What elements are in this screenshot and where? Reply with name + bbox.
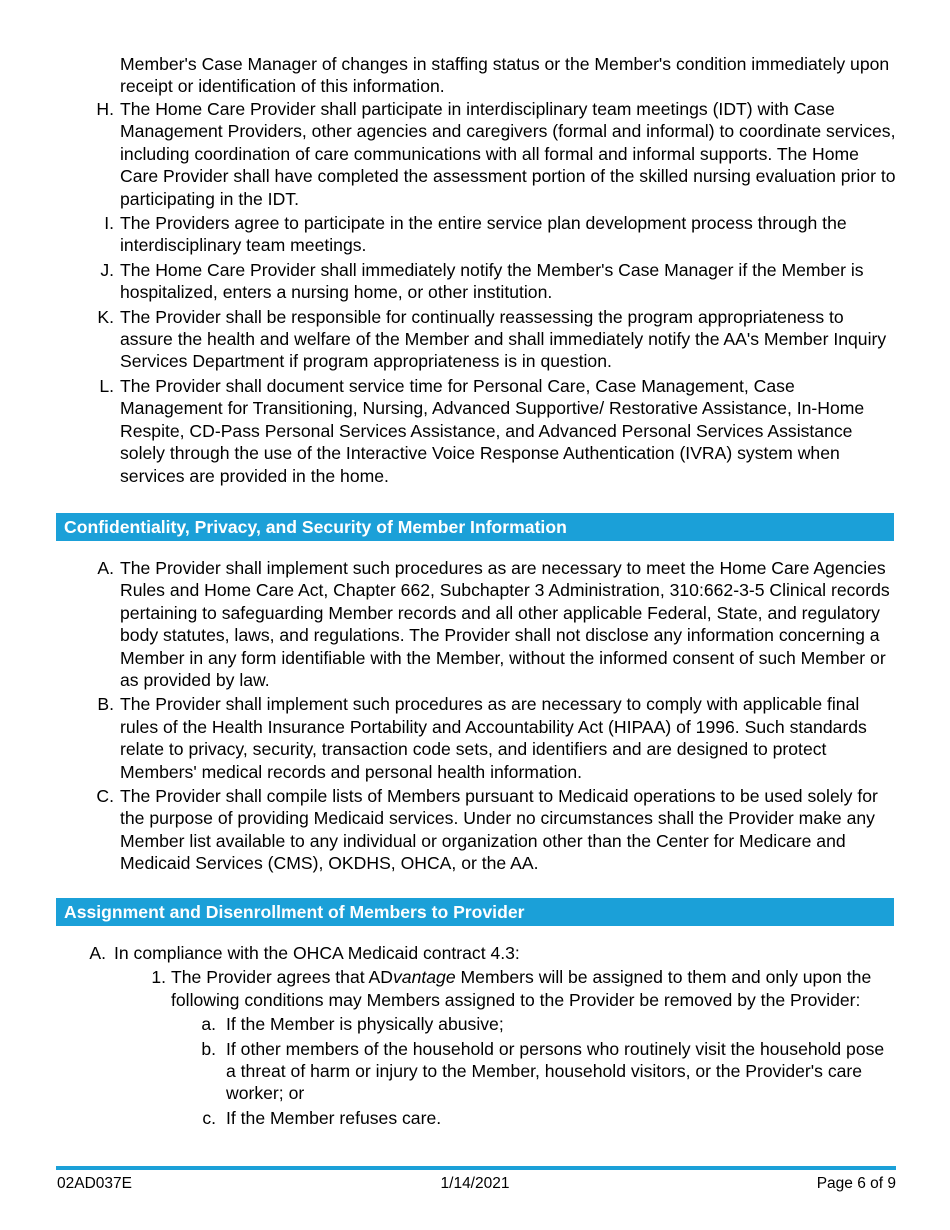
sub-list-item [0, 1038, 950, 1105]
list-h-to-l [0, 98, 950, 489]
list-item-text: The Providers agree to participate in the entire service plan development process through the interdisciplinary team meetings. [120, 213, 847, 256]
list-item-text: The Provider shall compile lists of Members pursuant to Medicaid operations to be used solely for the purpose of providing Medicaid services. Under no circumstances shall the Provider make any Member list available to any individual or organization other than the Center for Medicare and Medicaid Services (CMS), OKDHS, OHCA, or the AA. [120, 786, 878, 874]
list-item [0, 212, 950, 257]
list-item-text: In compliance with the OHCA Medicaid contract 4.3: [114, 943, 520, 963]
list-marker: I. [104, 213, 114, 234]
section-heading-confidentiality: Confidentiality, Privacy, and Security of Member Information [56, 513, 894, 541]
list-marker: C. [96, 786, 114, 807]
sub-list-item [0, 1107, 950, 1129]
sub-list-item-text: If the Member refuses care. [226, 1107, 442, 1128]
list-marker: c. [202, 1107, 216, 1128]
footer-date: 1/14/2021 [440, 1175, 510, 1192]
continuation-paragraph: Member's Case Manager of changes in staffing status or the Member's condition immediately upon receipt or identification of this information. [120, 54, 890, 97]
list-marker: H. [96, 99, 114, 119]
numbered-item [0, 966, 950, 1011]
list-item [0, 942, 950, 964]
footer-doc-id: 02AD037E [57, 1175, 132, 1192]
list-confidentiality [0, 557, 950, 877]
list-item [0, 306, 950, 373]
italic-segment: vantage [393, 967, 456, 988]
sub-list-item-text: If the Member is physically abusive; [226, 1014, 504, 1035]
list-marker: J. [100, 259, 114, 280]
list-marker: K. [97, 306, 114, 327]
footer-divider [56, 1166, 896, 1170]
list-item-text: The Provider shall be responsible for continually reassessing the program appropriateness to assure the health and welfare of the Member and shall immediately notify the AA's Member Inquiry Services Department if program appropriateness is in question. [120, 306, 887, 372]
list-marker: b. [201, 1038, 216, 1059]
list-item [0, 259, 950, 304]
numbered-item-text [171, 967, 871, 1009]
section-heading-assignment: Assignment and Disenrollment of Members to Provider [56, 898, 894, 926]
list-marker: A. [89, 943, 106, 963]
text-segment: Members will be assigned to them and only upon the following conditions may Members assigned to the Provider be removed by the Provider: [171, 967, 872, 1010]
list-marker: 1. [151, 967, 166, 988]
footer-page-number: Page 6 of 9 [816, 1175, 896, 1192]
list-item [0, 375, 950, 487]
list-marker: A. [97, 558, 114, 578]
sub-list-item [0, 1013, 950, 1035]
list-item [0, 557, 950, 691]
list-marker: L. [99, 375, 114, 396]
list-item [0, 785, 950, 875]
list-item-text: The Home Care Provider shall immediately notify the Member's Case Manager if the Member is hospitalized, enters a nursing home, or other institution. [120, 259, 864, 303]
list-item [0, 693, 950, 783]
list-item-text: The Provider shall implement such procedures as are necessary to meet the Home Care Agencies Rules and Home Care Act, Chapter 662, Subchapter 3 Administration, 310:662-3-5 Clinical records pertaining to safeguarding Member records and all other applicable Federal, State, and regulatory body statutes, laws, and regulations. The Provider shall not disclose any information concerning a Member in any form identifiable with the Member, without the informed consent of such Member or as provided by law. [120, 558, 890, 691]
list-item-text: The Provider shall document service time for Personal Care, Case Management, Case Management for Transitioning, Nursing, Advanced Supportive/ Restorative Assistance, In-Home Respite, CD-Pass Personal Services Assistance, and Advanced Personal Services Assistance solely through the use of the Interactive Voice Response Authentication (IVRA) system when services are provided in the home. [120, 375, 865, 486]
assignment-section [0, 942, 950, 1131]
text-segment: The Provider agrees that AD [171, 967, 393, 988]
list-item-text: The Home Care Provider shall participate in interdisciplinary team meetings (IDT) with Case Management Providers, other agencies and caregivers (formal and informal) to coordinate services, including coordination of care communications with all formal and informal supports. The Home Care Provider shall have completed the assessment portion of the skilled nursing evaluation prior to participating in the IDT. [120, 99, 896, 209]
list-item [0, 98, 950, 210]
list-marker: B. [97, 694, 114, 715]
sub-list-item-text: If other members of the household or persons who routinely visit the household pose a threat of harm or injury to the Member, household visitors, or the Provider's care worker; or [226, 1038, 885, 1104]
list-marker: a. [201, 1014, 216, 1035]
list-item-text: The Provider shall implement such procedures as are necessary to comply with applicable final rules of the Health Insurance Portability and Accountability Act (HIPAA) of 1996. Such standards relate to privacy, security, transaction code sets, and identifiers and are designed to protect Members' medical records and personal health information. [120, 694, 867, 782]
